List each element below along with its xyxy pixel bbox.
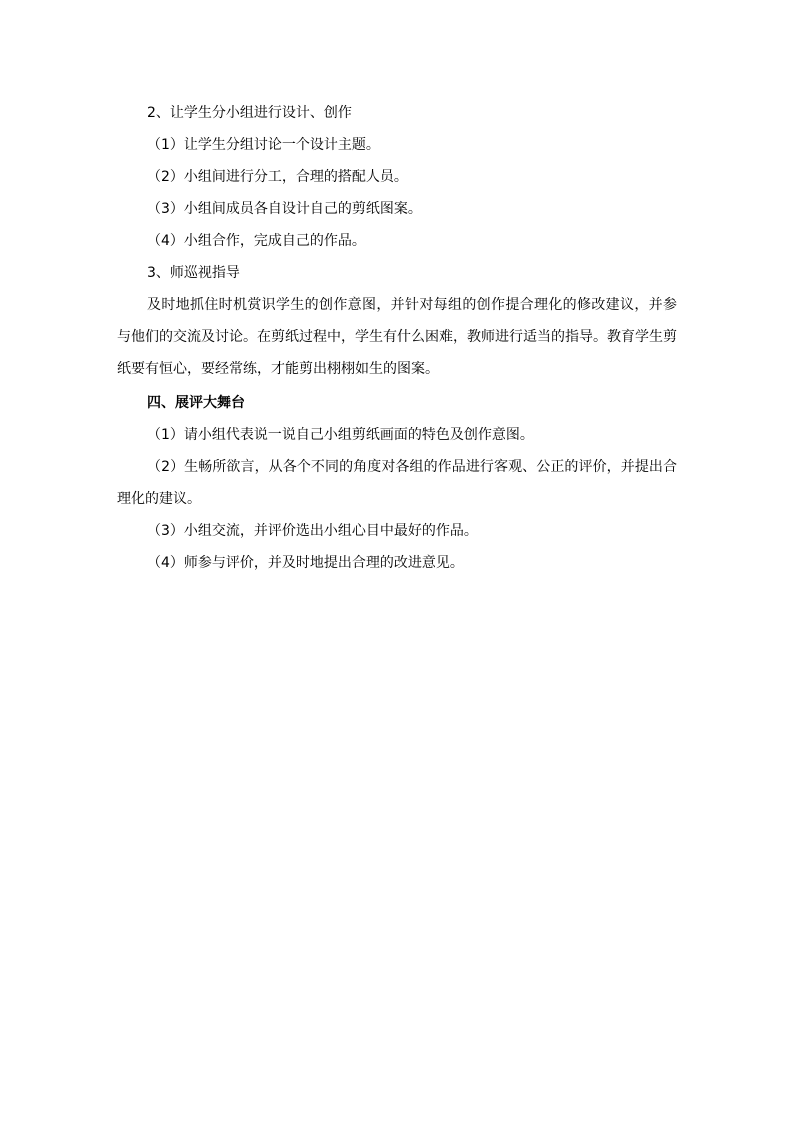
- design-item-3: （3）小组间成员各自设计自己的剪纸图案。: [147, 201, 422, 217]
- design-item-1: （1）让学生分组讨论一个设计主题。: [147, 137, 380, 153]
- section-design-title: 2、让学生分小组进行设计、创作: [147, 105, 352, 121]
- evaluation-item-4: （4）师参与评价，并及时地提出合理的改进意见。: [147, 555, 464, 571]
- evaluation-item-3: （3）小组交流，并评价选出小组心目中最好的作品。: [147, 523, 478, 539]
- evaluation-item-1: （1）请小组代表说一说自己小组剪纸画面的特色及创作意图。: [147, 427, 534, 443]
- section-guide-paragraph: 及时地抓住时机赏识学生的创作意图，并针对每组的创作提合理化的修改建议，并参与他们的交流及讨论。在剪纸过程中，学生有什么困难，教师进行适当的指导。教育学生剪纸要有恒心，要经常练，才能剪出栩栩如生的图案。: [117, 297, 677, 377]
- section-evaluation-heading: 四、展评大舞台: [147, 395, 245, 411]
- document-body: [117, 97, 677, 579]
- section-guide-title: 3、师巡视指导: [147, 265, 240, 281]
- design-item-4: （4）小组合作，完成自己的作品。: [147, 233, 366, 249]
- design-item-2: （2）小组间进行分工，合理的搭配人员。: [147, 169, 408, 185]
- evaluation-item-2: （2）生畅所欲言，从各个不同的角度对各组的作品进行客观、公正的评价，并提出合理化的建议。: [117, 459, 677, 507]
